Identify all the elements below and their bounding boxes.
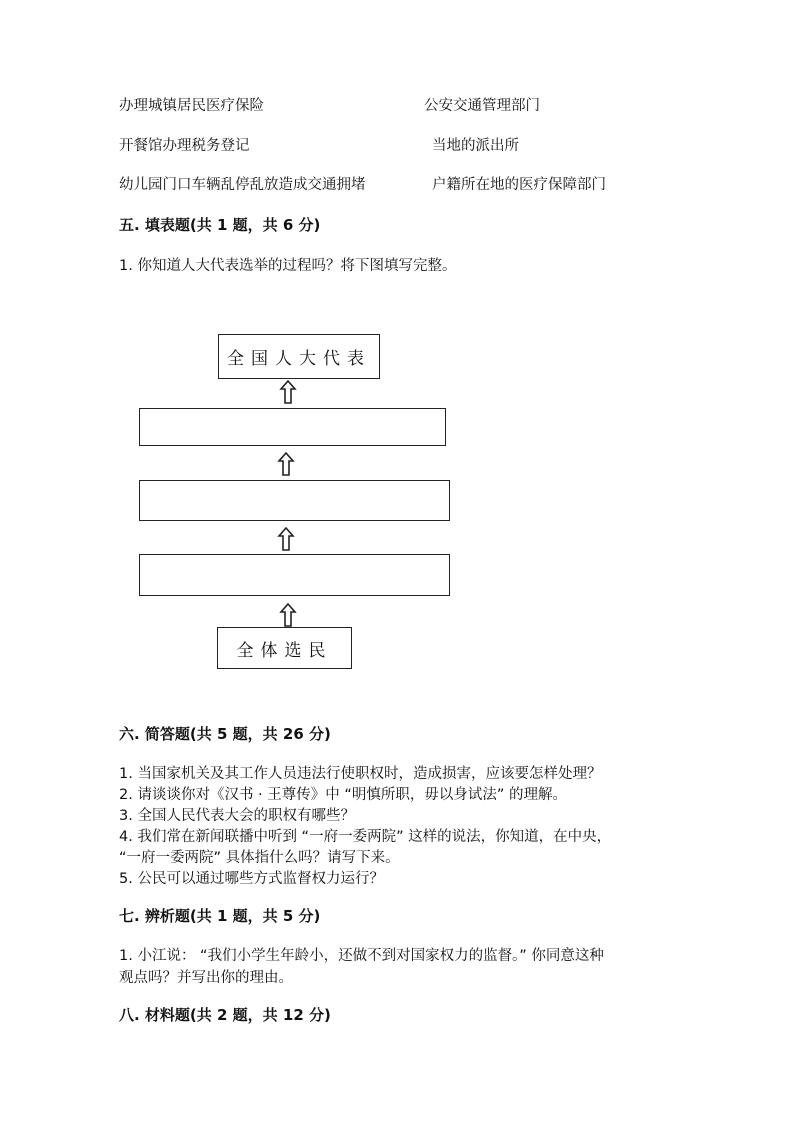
flow-blank-3 (140, 555, 449, 595)
flow-top-box (218, 334, 380, 379)
section6-line-2: 2. 请谈谈你对《汉书 · 王尊传》中 “明慎所职，毋以身试法” 的理解。 (119, 787, 568, 803)
section7-heading: 七. 辨析题(共 1 题，共 5 分) (119, 907, 321, 925)
section6-heading: 六. 简答题(共 5 题，共 26 分) (119, 725, 331, 743)
section7-line-2: 观点吗？并写出你的理由。 (119, 970, 293, 986)
flow-blank-2 (140, 481, 449, 520)
up-arrow-icon (277, 452, 295, 476)
up-arrow-icon (279, 380, 297, 404)
section5-question-1: 1. 你知道人大代表选举的过程吗？将下图填写完整。 (119, 258, 457, 274)
flow-blank-1 (140, 409, 445, 445)
flow-bottom-box (217, 627, 352, 669)
flow-blank-box-1[interactable] (139, 408, 446, 446)
section7-line-1: 1. 小江说： “我们小学生年龄小，还做不到对国家权力的监督。” 你同意这种 (119, 948, 604, 964)
section6-line-5: “一府一委两院” 具体指什么吗？请写下来。 (119, 850, 400, 866)
flow-top-label: 全国人大代表 (227, 349, 371, 369)
flow-bottom-label: 全体选民 (236, 640, 333, 661)
section6-line-1: 1. 当国家机关及其工作人员违法行使职权时，造成损害，应该要怎样处理？ (119, 766, 602, 782)
flow-blank-box-2[interactable] (139, 480, 450, 521)
section6-line-6: 5. 公民可以通过哪些方式监督权力运行？ (119, 871, 384, 887)
match-right-1: 公安交通管理部门 (424, 98, 540, 114)
match-left-3: 幼儿园门口车辆乱停乱放造成交通拥堵 (119, 177, 366, 193)
match-right-2: 当地的派出所 (432, 138, 519, 154)
section6-line-4: 4. 我们常在新闻联播中听到 “一府一委两院” 这样的说法，你知道，在中央， (119, 829, 612, 845)
up-arrow-icon (277, 527, 295, 551)
match-left-1: 办理城镇居民医疗保险 (119, 98, 264, 114)
section8-heading: 八. 材料题(共 2 题，共 12 分) (119, 1006, 331, 1024)
match-right-3: 户籍所在地的医疗保障部门 (432, 177, 606, 193)
section6-line-3: 3. 全国人民代表大会的职权有哪些？ (119, 808, 355, 824)
section5-heading: 五. 填表题(共 1 题，共 6 分) (119, 216, 321, 234)
flow-blank-box-3[interactable] (139, 554, 450, 596)
up-arrow-icon (279, 603, 297, 627)
match-left-2: 开餐馆办理税务登记 (119, 138, 250, 154)
